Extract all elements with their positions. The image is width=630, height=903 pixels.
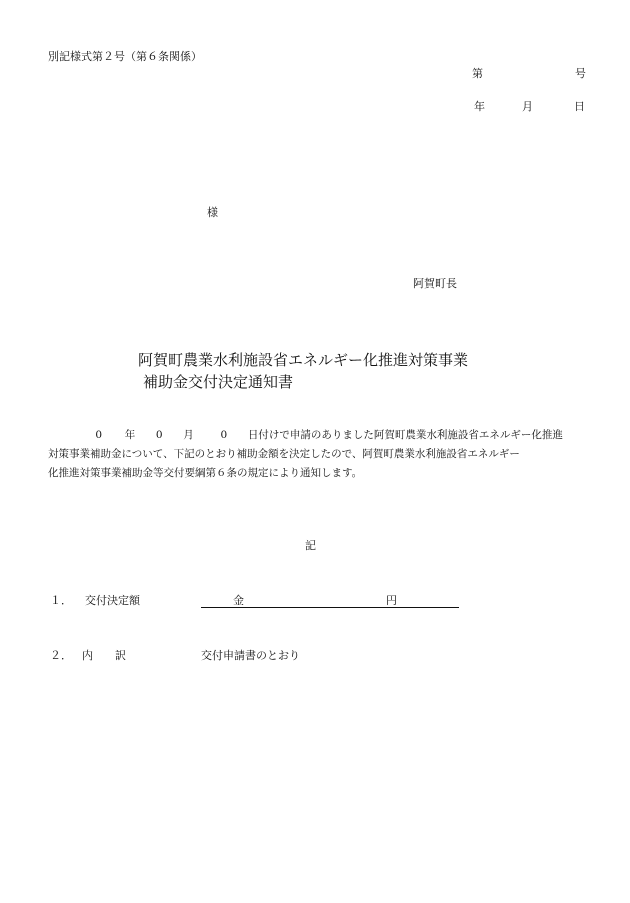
body-year-label: 年 — [124, 429, 136, 441]
date-day-label: 日 — [574, 100, 585, 113]
item-1-amount-prefix: 金 — [233, 594, 244, 607]
note-heading: 記 — [305, 539, 316, 552]
item-2-value: 交付申請書のとおり — [201, 649, 300, 662]
document-number-suffix: 号 — [575, 67, 586, 80]
body-year-value: 0 — [95, 429, 103, 441]
document-number-prefix: 第 — [472, 67, 483, 80]
body-line-1 — [48, 426, 593, 445]
item-1-label: 交付決定額 — [85, 594, 140, 607]
addressee-honorific: 様 — [207, 206, 218, 219]
document-title-line1: 阿賀町農業水利施設省エネルギー化推進対策事業 — [138, 351, 469, 369]
item-1-number: １． — [50, 594, 72, 607]
body-month-value: 0 — [155, 429, 163, 441]
date-year-label: 年 — [474, 100, 485, 113]
body-day-value: 0 — [220, 429, 228, 441]
date-month-label: 月 — [522, 100, 533, 113]
body-month-label: 月 — [183, 429, 194, 441]
form-label: 別記様式第２号（第６条関係） — [48, 50, 202, 63]
body-line-2: 対策事業補助金について、下記のとおり補助金額を決定したので、阿賀町農業水利施設省エネルギー — [48, 448, 520, 460]
item-2-label: 内 訳 — [82, 649, 126, 662]
document-title-line2: 補助金交付決定通知書 — [143, 373, 294, 391]
body-line-1-rest: 日付けで申請のありました阿賀町農業水利施設省エネルギー化推進 — [247, 429, 563, 441]
amount-underline — [201, 607, 459, 608]
body-paragraph — [48, 426, 593, 483]
item-1-amount-suffix: 円 — [386, 594, 397, 607]
sender-title: 阿賀町長 — [413, 277, 457, 290]
item-2-number: ２． — [50, 649, 72, 662]
body-line-3: 化推進対策事業補助金等交付要綱第６条の規定により通知します。 — [48, 467, 363, 479]
